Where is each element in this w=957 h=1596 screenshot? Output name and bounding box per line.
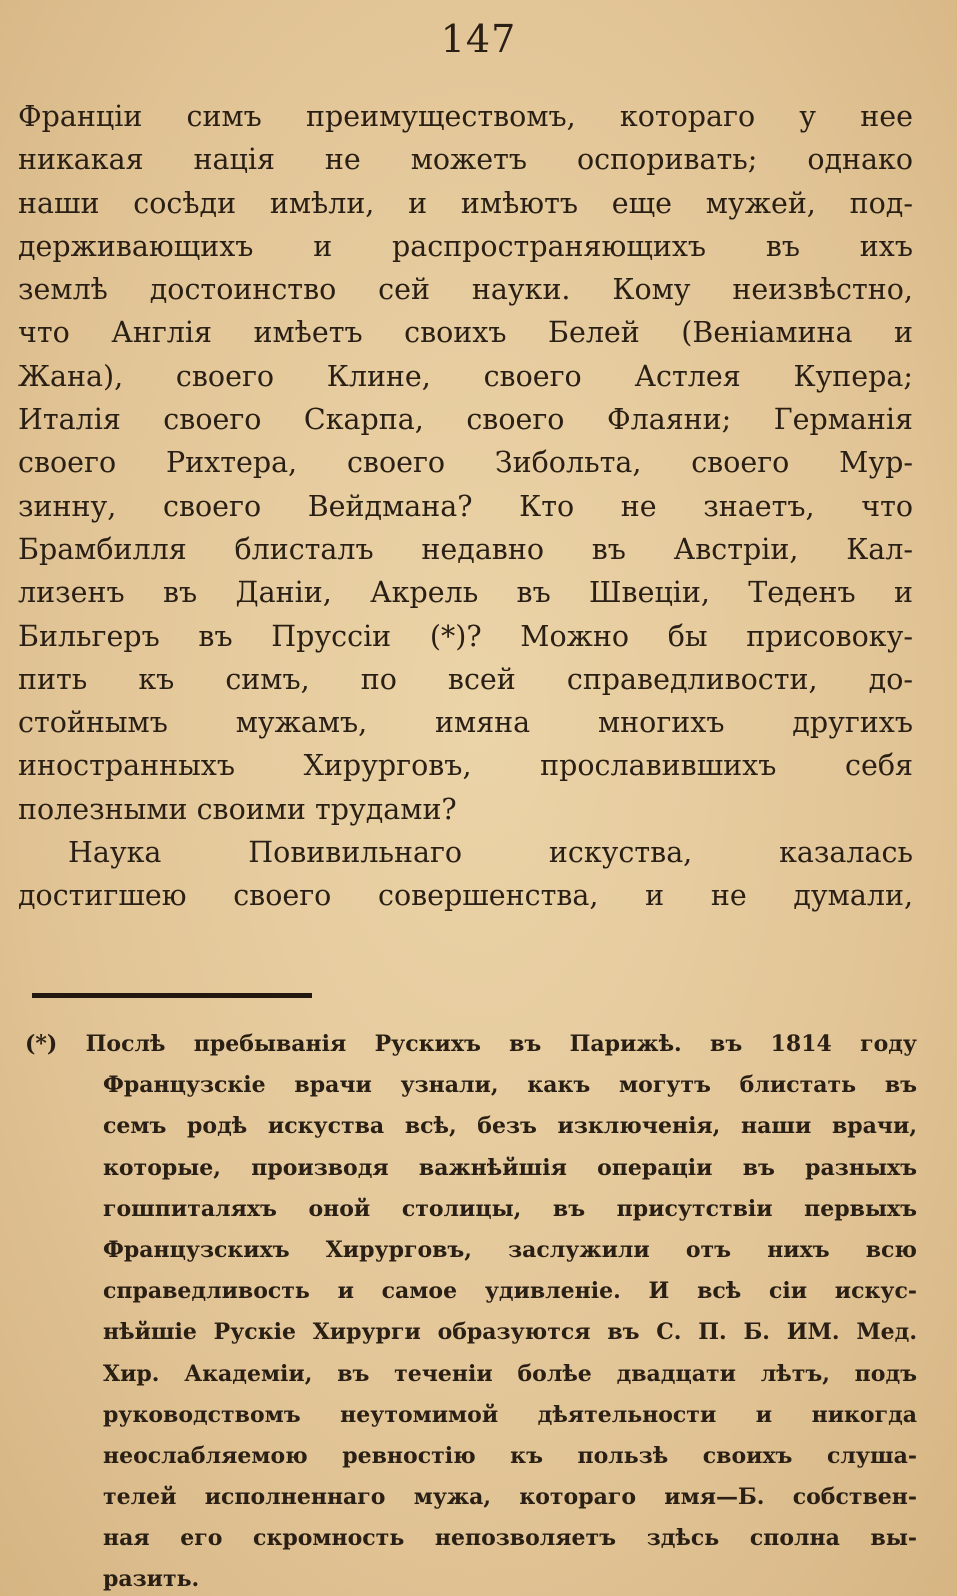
footnote-line: которые, производя важнѣйшія операціи въ разныхъ <box>103 1154 917 1181</box>
footnote-line: Хир. Академіи, въ теченіи болѣе двадцати лѣтъ, подъ <box>103 1360 917 1387</box>
footnote-line: Французскихъ Хирурговъ, заслужили отъ нихъ всю <box>103 1236 917 1263</box>
footnote-line: Французскіе врачи узнали, какъ могутъ блистать въ <box>103 1072 917 1099</box>
footnote-line: руководствомъ неутомимой дѣятельности и никогда <box>103 1401 917 1428</box>
text-line: Франціи симъ преимуществомъ, котораго у нее <box>18 100 913 133</box>
footnote-line: семъ родѣ искуства всѣ, безъ изключенія, наши врачи, <box>103 1113 917 1140</box>
text-line: наши сосѣди имѣли, и имѣютъ еще мужей, под- <box>18 186 913 220</box>
footnote-divider <box>32 993 312 998</box>
text-line: Бильгеръ въ Пруссіи (*)? Можно бы присовоку- <box>18 619 913 653</box>
footnote-line: нѣйшіе Рускіе Хирурги образуются въ С. П. Б. ИМ. Мед. <box>103 1319 917 1346</box>
text-line: землѣ достоинство сей науки. Кому неизвѣстно, <box>18 273 913 307</box>
text-line: иностранныхъ Хирурговъ, прославившихъ себя <box>18 749 913 783</box>
text-line: никакая нація не можетъ оспоривать; однако <box>18 143 913 177</box>
text-line: что Англія имѣетъ своихъ Белей (Веніамина и <box>18 316 913 350</box>
text-line: достигшею своего совершенства, и не думали, <box>18 879 913 913</box>
footnote-line: ная его скромность непозволяетъ здѣсь сполна вы- <box>103 1525 917 1552</box>
text-line: полезными своими трудами? <box>18 792 457 826</box>
text-line: Брамбилля блисталъ недавно въ Австріи, Кал- <box>18 532 913 566</box>
text-line: Жана), своего Клине, своего Астлея Купера; <box>18 359 913 393</box>
paragraph-start-line: Наука Повивильнаго искуства, казалась <box>68 836 913 870</box>
footnote-line: телей исполненнаго мужа, котораго имя—Б. собствен- <box>103 1484 917 1511</box>
text-line: зинну, своего Вейдмана? Кто не знаетъ, что <box>18 489 913 523</box>
footnote-line: неослабляемою ревностію къ пользѣ своихъ слуша- <box>103 1442 917 1469</box>
text-line: стойнымъ мужамъ, имяна многихъ другихъ <box>18 706 913 740</box>
footnote-line: разить. <box>103 1566 200 1593</box>
page-number: 147 <box>440 17 517 61</box>
footnote-line: (*) Послѣ пребыванія Рускихъ въ Парижѣ. въ 1814 году <box>25 1031 917 1057</box>
text-line: держивающихъ и распространяющихъ въ ихъ <box>18 229 913 263</box>
text-line: лизенъ въ Даніи, Акрель въ Швеціи, Теденъ и <box>18 576 913 610</box>
text-line: своего Рихтера, своего Зибольта, своего Мур- <box>18 446 913 480</box>
footnote-line: справедливость и самое удивленіе. И всѣ сіи искус- <box>103 1278 917 1305</box>
text-line: Италія своего Скарпа, своего Флаяни; Германія <box>18 403 913 437</box>
footnote <box>25 1024 917 1596</box>
footnote-line: гошпиталяхъ оной столицы, въ присутствіи первыхъ <box>103 1195 917 1222</box>
text-line: пить къ симъ, по всей справедливости, до- <box>18 662 913 696</box>
main-text <box>18 95 913 918</box>
